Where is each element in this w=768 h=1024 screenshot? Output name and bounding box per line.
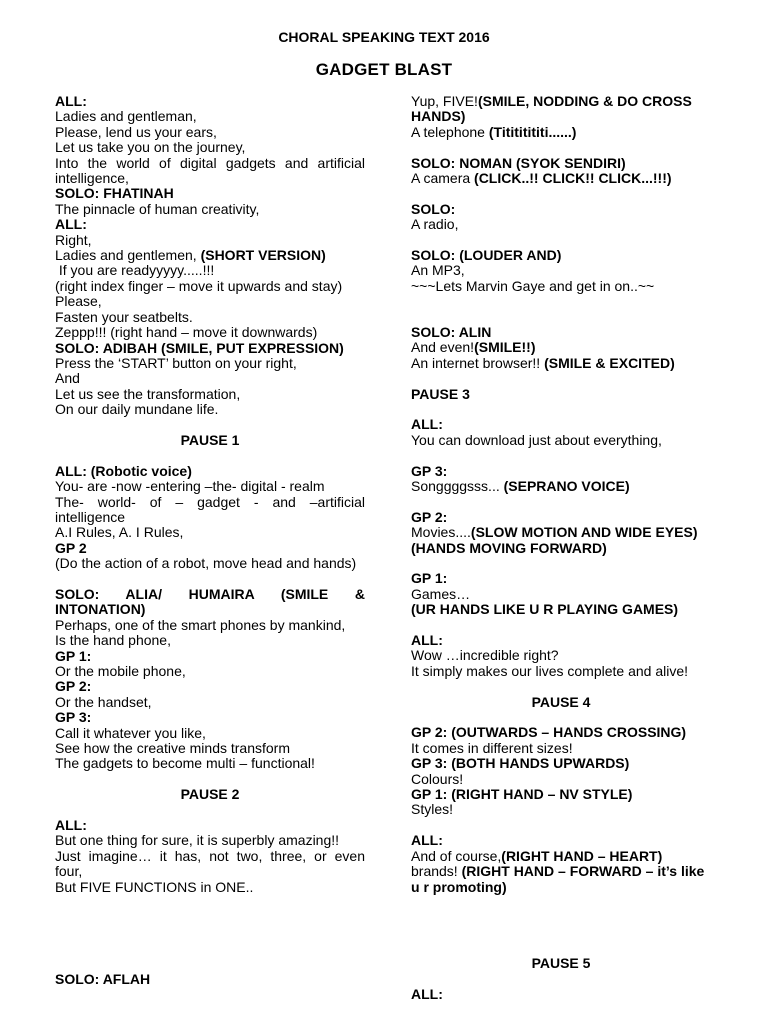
script-text: A camera	[411, 170, 475, 187]
stage-direction: (SMILE & EXCITED)	[544, 354, 675, 371]
script-line: Or the mobile phone,	[55, 662, 186, 679]
speaker-label: GP 2:	[55, 678, 92, 695]
pause-heading: PAUSE 3	[411, 385, 470, 402]
right-column	[411, 94, 711, 1003]
stage-direction: (RIGHT HAND – FORWARD – it’s like	[461, 863, 705, 880]
script-text: Yup, FIVE!	[411, 93, 478, 109]
script-line: ~~~Lets Marvin Gaye and get in on..~~	[411, 277, 655, 294]
stage-direction-line: u r promoting)	[411, 878, 507, 895]
script-line: If you are readyyyyy.....!!!	[55, 262, 215, 279]
speaker-label: GP 1:	[411, 570, 448, 587]
script-text: A telephone	[411, 123, 489, 140]
stage-direction-line: (UR HANDS LIKE U R PLAYING GAMES)	[411, 601, 679, 618]
speaker-label: ALL:	[55, 817, 87, 834]
script-line: four,	[55, 863, 83, 880]
speaker-label: ALL:	[55, 216, 87, 233]
speaker-label: SOLO: ALIN	[411, 324, 492, 341]
script-text: And even!	[411, 339, 475, 356]
script-line: A radio,	[411, 216, 459, 233]
script-text: Ladies and gentlemen,	[55, 247, 201, 264]
stage-direction: (SLOW MOTION AND WIDE EYES)	[470, 524, 698, 541]
script-line: Just imagine… it has, not two, three, or even	[55, 847, 365, 864]
script-line: And	[55, 370, 80, 387]
script-text: Movies....	[411, 524, 471, 541]
speaker-label: SOLO: NOMAN (SYOK SENDIRI)	[411, 154, 626, 171]
stage-direction-line: HANDS)	[411, 108, 466, 125]
pause-heading: PAUSE 1	[180, 431, 240, 448]
script-line	[411, 340, 711, 355]
stage-direction: (SMILE, NODDING & DO CROSS	[477, 93, 692, 109]
script-text: And of course,	[411, 847, 502, 864]
script-line: Games…	[411, 585, 471, 602]
speaker-label: INTONATION)	[55, 601, 146, 618]
script-line	[411, 849, 711, 864]
script-line	[411, 356, 711, 371]
script-line	[411, 525, 711, 540]
script-line: It comes in different sizes!	[411, 739, 573, 756]
speaker-label: SOLO: AFLAH	[55, 971, 151, 987]
speaker-label: SOLO: (LOUDER AND)	[411, 247, 562, 264]
script-line: Call it whatever you like,	[55, 724, 206, 741]
speaker-label: SOLO: ADIBAH (SMILE, PUT EXPRESSION)	[55, 339, 344, 356]
script-line: See how the creative minds transform	[55, 740, 290, 757]
script-line: Is the hand phone,	[55, 632, 171, 649]
script-line: intelligence,	[55, 170, 129, 187]
speaker-label: GP 3:	[55, 709, 92, 726]
script-line: Press the ‘START’ button on your right,	[55, 354, 297, 371]
stage-direction: (RIGHT HAND – HEART)	[501, 847, 663, 864]
script-line	[55, 248, 365, 263]
speaker-label: GP 2	[55, 539, 87, 556]
speaker-label: GP 1:	[55, 647, 92, 664]
pause-heading: PAUSE 2	[180, 786, 240, 803]
script-line: An MP3,	[411, 262, 465, 279]
speaker-label: ALL:	[411, 632, 443, 649]
script-line: A.I Rules, A. I Rules,	[55, 524, 184, 541]
speaker-label: GP 3:	[411, 462, 448, 479]
speaker-label: GP 3: (BOTH HANDS UPWARDS)	[411, 755, 630, 772]
stage-direction-line: (Do the action of a robot, move head and hands)	[55, 555, 357, 572]
stage-direction: (SEPRANO VOICE)	[503, 478, 630, 495]
stage-direction: (Titititititi......)	[488, 123, 577, 140]
script-line: Colours!	[411, 770, 464, 787]
document-subtitle: GADGET BLAST	[315, 60, 453, 79]
script-line: Into the world of digital gadgets and artificial	[55, 154, 365, 171]
script-line: Ladies and gentleman,	[55, 108, 197, 125]
speaker-label: ALL:	[55, 93, 87, 109]
stage-direction: (CLICK..!! CLICK!! CLICK...!!!)	[474, 170, 672, 187]
script-line: On our daily mundane life.	[55, 401, 219, 418]
speaker-label: SOLO: FHATINAH	[55, 185, 174, 202]
script-line	[411, 864, 711, 879]
speaker-label: ALL: (Robotic voice)	[55, 462, 192, 479]
script-line: Please, lend us your ears,	[55, 123, 217, 140]
left-column	[55, 94, 365, 987]
script-line: It simply makes our lives complete and alive!	[411, 662, 688, 679]
speaker-label: ALL:	[411, 832, 443, 849]
script-line: Perhaps, one of the smart phones by mankind,	[55, 616, 346, 633]
script-line: The pinnacle of human creativity,	[55, 200, 260, 217]
stage-direction: (SMILE!!)	[474, 339, 536, 356]
script-line	[411, 125, 711, 140]
speaker-label: GP 1: (RIGHT HAND – NV STYLE)	[411, 786, 633, 803]
pause-heading: PAUSE 5	[531, 955, 591, 972]
script-line	[411, 94, 711, 109]
script-line: But one thing for sure, it is superbly amazing!!	[55, 832, 340, 849]
script-line: Please,	[55, 293, 102, 310]
script-line	[411, 171, 711, 186]
script-line: Right,	[55, 231, 92, 248]
speaker-label: ALL:	[411, 986, 443, 1003]
script-line: You can download just about everything,	[411, 431, 662, 448]
speaker-label: GP 2:	[411, 508, 448, 525]
stage-direction-line: (right index finger – move it upwards and stay)	[55, 277, 343, 294]
script-text: An internet browser!!	[411, 354, 545, 371]
script-line: Wow …incredible right?	[411, 647, 559, 664]
script-line: The- world- of – gadget - and –artificial	[55, 493, 365, 510]
speaker-label: SOLO:	[411, 200, 456, 217]
script-line: Let us see the transformation,	[55, 385, 241, 402]
script-line: You- are -now -entering –the- digital - realm	[55, 478, 325, 495]
stage-direction-line: (HANDS MOVING FORWARD)	[411, 539, 607, 556]
script-line	[411, 479, 711, 494]
script-text: Songgggsss...	[411, 478, 504, 495]
stage-direction: (SHORT VERSION)	[200, 247, 326, 264]
script-line: The gadgets to become multi – functional!	[55, 755, 315, 772]
script-text: brands!	[411, 863, 462, 880]
script-line: But FIVE FUNCTIONS in ONE..	[55, 878, 254, 895]
script-line: Styles!	[411, 801, 454, 818]
script-line: intelligence	[55, 508, 126, 525]
pause-heading: PAUSE 4	[531, 693, 591, 710]
speaker-label: GP 2: (OUTWARDS – HANDS CROSSING)	[411, 724, 687, 741]
script-line: Fasten your seatbelts.	[55, 308, 193, 325]
script-line: Zeppp!!! (right hand – move it downwards)	[55, 324, 318, 341]
document-title: CHORAL SPEAKING TEXT 2016	[278, 29, 490, 45]
script-line: Or the handset,	[55, 693, 152, 710]
speaker-label: ALL:	[411, 416, 443, 433]
script-line: Let us take you on the journey,	[55, 139, 246, 156]
speaker-label: SOLO: ALIA/ HUMAIRA (SMILE &	[55, 585, 365, 602]
